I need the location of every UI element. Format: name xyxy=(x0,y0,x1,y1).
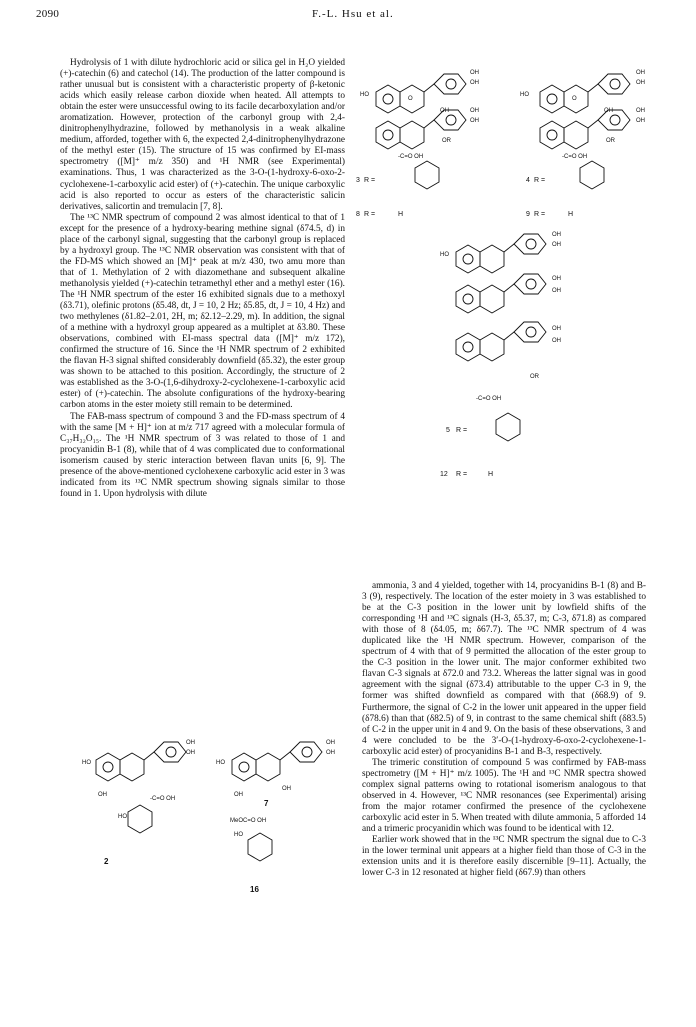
svg-text:16: 16 xyxy=(250,885,259,894)
svg-text:OH: OH xyxy=(282,786,291,792)
svg-text:OH: OH xyxy=(186,740,195,746)
svg-text:OR: OR xyxy=(530,374,539,380)
paragraph: The trimeric constitution of compound 5 was confirmed by FAB-mass spectrometry ([M + H]⁺ m/z 1005). The ¹H and ¹³C NMR spectra showed complex signal patterns owing to rotational isomerism analogous to that observed in 4. However, ¹³C NMR resonances (see Experimental) arising from the major rotamer confirmed the presence of the cyclohexene carboxylic acid ester in 5. When treated with dilute ammonia, 5 afforded 14 and a trimeric procyanidin which was found to be identical with 12. xyxy=(362,757,646,835)
svg-text:R =: R = xyxy=(534,211,546,218)
svg-text:OH: OH xyxy=(636,118,645,124)
structure-5 xyxy=(440,232,561,478)
svg-text:HO: HO xyxy=(82,760,91,766)
svg-text:OH: OH xyxy=(470,80,479,86)
paragraph: ammonia, 3 and 4 yielded, together with 14, procyanidins B-1 (8) and B-3 (9), respectively. The location of the ester moiety in 3 was established to be at the C-3 position in the lower unit by lowfield shifts of the corresponding ¹H and ¹³C signals (H-3, δ5.37, m; C-3, δ71.8) as compared with those of 8 (δ4.05, m; δ67.7). The ¹³C NMR spectrum of 4 was duplicated like the ¹H NMR spectrum. However, comparison of the spectrum of 4 with that of 9 permitted the allocation of the ester group to the C-3 position in the lower unit. The major conformer exhibited two flavan C-3 signals at δ72.0 and 73.2. Whereas the latter signal was in good agreement with the signal (δ73.4) attributable to the upper C-3 in 9, the former was shifted downfield as compared with that (δ68.9) of 9. Furthermore, the signal of C-2 in the lower unit appeared in the upper field (δ78.6) than that (δ82.5) of 9, in contrast to the same chemical shift (δ83.5) of C-2 in the upper unit in 4 and 9. On the basis of these observations, 3 and 4 were concluded to be the 3′-O-(1-hydroxy-6-oxo-2-cyclohexene-1-carboxylic acid ester) of procyanidins B-1 and B-3, respectively. xyxy=(362,581,646,757)
svg-text:HO: HO xyxy=(118,814,127,820)
svg-text:H: H xyxy=(398,211,404,218)
svg-text:12: 12 xyxy=(440,471,448,478)
svg-text:HO: HO xyxy=(440,252,449,258)
svg-text:R =: R = xyxy=(534,177,546,184)
page-number: 2090 xyxy=(36,8,60,20)
structure-4 xyxy=(520,70,645,218)
svg-text:OH: OH xyxy=(636,80,645,86)
svg-text:4: 4 xyxy=(526,177,530,184)
svg-text:H: H xyxy=(488,471,494,478)
svg-text:3: 3 xyxy=(356,177,360,184)
structure-16 xyxy=(230,818,272,894)
svg-text:OH: OH xyxy=(98,792,107,798)
svg-text:OH: OH xyxy=(470,108,479,114)
svg-text:R =: R = xyxy=(456,471,468,478)
svg-text:OH: OH xyxy=(552,326,561,332)
svg-text:H: H xyxy=(568,211,574,218)
paragraph: The FAB-mass spectrum of compound 3 and the FD-mass spectrum of 4 with the same [M + H]⁺ ion at m/z 717 agreed with a molecular formula of C₃₇H₃₂O₁₅. The ¹H NMR spectrum of 3 was related to those of 1 and procyanidin B-1 (8), while that of 4 was complicated due to conformational isomerism caused by steric interaction between flavan units [6, 9]. The presence of the above-mentioned cyclohexene carboxylic acid ester in 3 was indicated from its ¹³C NMR spectrum showing signals similar to those found in 1. Upon hydrolysis with dilute xyxy=(60,411,345,499)
svg-text:9: 9 xyxy=(526,211,530,218)
svg-text:-C=O OH: -C=O OH xyxy=(398,154,424,160)
svg-text:O: O xyxy=(572,96,577,102)
svg-text:2: 2 xyxy=(104,857,109,866)
svg-text:OH: OH xyxy=(552,338,561,344)
paragraph: Earlier work showed that in the ¹³C NMR spectrum the signal due to C-3 in the lower terminal unit appears at a higher field than those of C-3 in the extension units and it is therefore easily discernible [9–11]. Actually, the lower C-3 in 12 resonated at higher field (δ67.9) than others xyxy=(362,835,646,879)
svg-text:HO: HO xyxy=(234,832,243,838)
structure-7 xyxy=(216,740,335,808)
svg-text:MeOC=O OH: MeOC=O OH xyxy=(230,818,267,824)
svg-text:R =: R = xyxy=(456,427,468,434)
structure-3 xyxy=(356,70,479,218)
svg-text:7: 7 xyxy=(264,799,269,808)
svg-text:HO: HO xyxy=(360,92,369,98)
svg-text:-C=O OH: -C=O OH xyxy=(476,396,502,402)
svg-text:OH: OH xyxy=(326,750,335,756)
svg-text:OH: OH xyxy=(470,70,479,76)
svg-text:OH: OH xyxy=(326,740,335,746)
svg-text:OH: OH xyxy=(186,750,195,756)
svg-text:R =: R = xyxy=(364,211,376,218)
svg-text:OH: OH xyxy=(636,108,645,114)
svg-text:O: O xyxy=(408,96,413,102)
svg-text:OH: OH xyxy=(552,276,561,282)
svg-text:OH: OH xyxy=(440,108,449,114)
svg-text:OH: OH xyxy=(636,70,645,76)
svg-text:OH: OH xyxy=(552,288,561,294)
svg-text:OH: OH xyxy=(552,242,561,248)
svg-text:R =: R = xyxy=(364,177,376,184)
svg-text:-C=O OH: -C=O OH xyxy=(562,154,588,160)
paragraph: Hydrolysis of 1 with dilute hydrochloric acid or silica gel in H₂O yielded (+)-catechin (6) and catechol (14). The production of the latter compound is rather unusual but is consistent with a characteristic property of β-ketonic acids which easily release carbon dioxide when heated. All attempts to obtain the ester were unsuccessful owing to its facile decarboxylation and/or aromatization. However, protection of the carbonyl group with 2,4-dinitrophenylhydrazine, followed by methanolysis in a weak alkaline medium, afforded, together with 6, the expected 2,4-dinitrophenylhydrazone of the methyl ester (15). The structure of 15 was confirmed by EI-mass spectrometry ([M]⁺ m/z 350) and ¹H NMR (see Experimental) examinations. Thus, 1 was characterized as the 3-O-(1-hydroxy-6-oxo-2-cyclohexene-1-carboxylic acid ester) of (+)-catechin. The unique carboxylic acid is also reported to occur as esters of the characteristic salicin derivatives, salicortin and tremulacin [7, 8]. xyxy=(60,58,345,212)
running-authors: F.-L. Hsu et al. xyxy=(312,8,394,20)
structure-2 xyxy=(82,740,195,866)
svg-text:OR: OR xyxy=(442,138,451,144)
paragraph: The ¹³C NMR spectrum of compound 2 was almost identical to that of 1 except for the presence of a hydroxy-bearing methine signal (δ74.5, d) in place of the carbonyl signal, suggesting that the carbonyl group is replaced by a hydroxyl group. The ¹³C NMR observation was consistent with that of the FD-MS which showed an [M]⁺ peak at m/z 430, two amu more than that of 1. Methylation of 2 with diazomethane and subsequent alkaline methanolysis yielded (+)-catechin tetramethyl ether and a methyl ester (16). The ¹H NMR spectrum of the ester 16 exhibited signals due to a methoxyl (δ3.71), olefinic protons (δ5.48, dt, J = 10, 2 Hz; δ5.85, dt, J = 10, 4 Hz) and two methylenes (δ1.82–2.01, 2H, m; δ2.12–2.29, m). In addition, the signal of a methine with a hydroxyl group appeared as a multiplet at δ3.80. These observations, combined with EI-mass spectral data ([M]⁺ m/z 172), confirmed the structure of 16. Since the ¹H NMR spectrum of 2 exhibited the flavan H-3 signal shifted considerably downfield (δ5.32), the ester group was shown to be attached to this position. Accordingly, the structure of 2 was established as the 3-O-(1,6-dihydroxy-2-cyclohexene-1-carboxylic acid ester) of (+)-catechin. The absolute configurations of the hydroxy-bearing carbon atoms in the ester moiety still remain to be determined. xyxy=(60,212,345,411)
svg-text:OH: OH xyxy=(552,232,561,238)
svg-text:5: 5 xyxy=(446,427,450,434)
svg-text:8: 8 xyxy=(356,211,360,218)
svg-text:OH: OH xyxy=(604,108,613,114)
svg-text:HO: HO xyxy=(216,760,225,766)
svg-text:-C=O OH: -C=O OH xyxy=(150,796,176,802)
svg-text:OH: OH xyxy=(234,792,243,798)
svg-text:HO: HO xyxy=(520,92,529,98)
svg-text:OH: OH xyxy=(470,118,479,124)
svg-text:OR: OR xyxy=(606,138,615,144)
